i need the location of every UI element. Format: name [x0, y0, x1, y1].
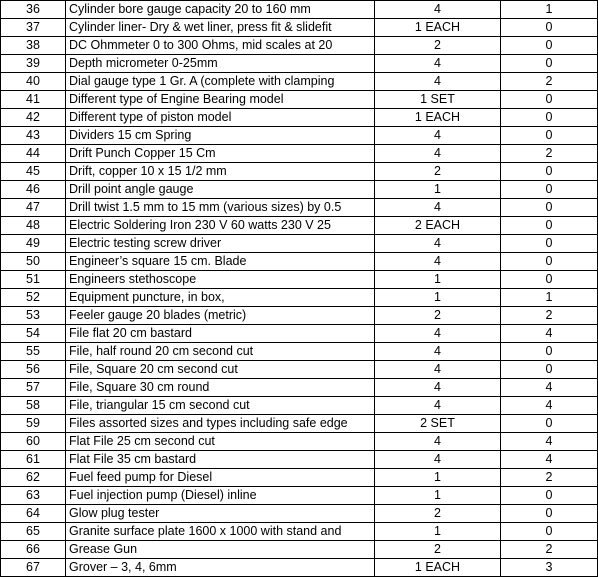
item-description-cell: Grover – 3, 4, 6mm [66, 559, 375, 577]
serial-number-cell: 58 [1, 397, 66, 415]
table-row [1, 325, 598, 343]
table-row [1, 505, 598, 523]
required-quantity-cell: 4 [375, 253, 501, 271]
item-description-cell: Depth micrometer 0-25mm [66, 55, 375, 73]
available-quantity-cell: 0 [501, 415, 598, 433]
available-quantity-cell: 0 [501, 19, 598, 37]
item-description-cell: Drill point angle gauge [66, 181, 375, 199]
table-row [1, 397, 598, 415]
table-row [1, 37, 598, 55]
serial-number-cell: 45 [1, 163, 66, 181]
required-quantity-cell: 4 [375, 379, 501, 397]
table-row [1, 379, 598, 397]
table-row [1, 235, 598, 253]
serial-number-cell: 48 [1, 217, 66, 235]
required-quantity-cell: 4 [375, 361, 501, 379]
available-quantity-cell: 0 [501, 163, 598, 181]
serial-number-cell: 43 [1, 127, 66, 145]
required-quantity-cell: 4 [375, 325, 501, 343]
available-quantity-cell: 2 [501, 541, 598, 559]
required-quantity-cell: 1 EACH [375, 559, 501, 577]
available-quantity-cell: 0 [501, 181, 598, 199]
item-description-cell: Equipment puncture, in box, [66, 289, 375, 307]
available-quantity-cell: 0 [501, 217, 598, 235]
item-description-cell: Glow plug tester [66, 505, 375, 523]
available-quantity-cell: 4 [501, 325, 598, 343]
table-row [1, 469, 598, 487]
serial-number-cell: 47 [1, 199, 66, 217]
table-row [1, 415, 598, 433]
required-quantity-cell: 1 [375, 487, 501, 505]
available-quantity-cell: 2 [501, 73, 598, 91]
table-row [1, 523, 598, 541]
item-description-cell: DC Ohmmeter 0 to 300 Ohms, mid scales at 20 [66, 37, 375, 55]
required-quantity-cell: 2 SET [375, 415, 501, 433]
available-quantity-cell: 0 [501, 91, 598, 109]
serial-number-cell: 59 [1, 415, 66, 433]
serial-number-cell: 64 [1, 505, 66, 523]
item-description-cell: Electric testing screw driver [66, 235, 375, 253]
serial-number-cell: 42 [1, 109, 66, 127]
item-description-cell: Cylinder liner- Dry & wet liner, press fit & slidefit [66, 19, 375, 37]
serial-number-cell: 54 [1, 325, 66, 343]
table-row [1, 271, 598, 289]
available-quantity-cell: 4 [501, 451, 598, 469]
available-quantity-cell: 0 [501, 235, 598, 253]
item-description-cell: Different type of piston model [66, 109, 375, 127]
serial-number-cell: 56 [1, 361, 66, 379]
table-row [1, 217, 598, 235]
required-quantity-cell: 4 [375, 127, 501, 145]
item-description-cell: Flat File 25 cm second cut [66, 433, 375, 451]
serial-number-cell: 44 [1, 145, 66, 163]
required-quantity-cell: 4 [375, 199, 501, 217]
item-description-cell: File, triangular 15 cm second cut [66, 397, 375, 415]
table-row [1, 199, 598, 217]
serial-number-cell: 50 [1, 253, 66, 271]
table-row [1, 361, 598, 379]
item-description-cell: Fuel injection pump (Diesel) inline [66, 487, 375, 505]
available-quantity-cell: 0 [501, 55, 598, 73]
required-quantity-cell: 1 [375, 523, 501, 541]
available-quantity-cell: 2 [501, 307, 598, 325]
available-quantity-cell: 1 [501, 1, 598, 19]
table-row [1, 109, 598, 127]
table-row [1, 451, 598, 469]
table-row [1, 289, 598, 307]
available-quantity-cell: 0 [501, 361, 598, 379]
table-row [1, 253, 598, 271]
required-quantity-cell: 4 [375, 397, 501, 415]
item-description-cell: Different type of Engine Bearing model [66, 91, 375, 109]
serial-number-cell: 65 [1, 523, 66, 541]
serial-number-cell: 49 [1, 235, 66, 253]
item-description-cell: Drift Punch Copper 15 Cm [66, 145, 375, 163]
required-quantity-cell: 2 [375, 505, 501, 523]
available-quantity-cell: 0 [501, 487, 598, 505]
required-quantity-cell: 4 [375, 433, 501, 451]
item-description-cell: Flat File 35 cm bastard [66, 451, 375, 469]
available-quantity-cell: 3 [501, 559, 598, 577]
available-quantity-cell: 4 [501, 433, 598, 451]
available-quantity-cell: 4 [501, 379, 598, 397]
serial-number-cell: 39 [1, 55, 66, 73]
table-row [1, 487, 598, 505]
table-row [1, 19, 598, 37]
required-quantity-cell: 2 [375, 307, 501, 325]
available-quantity-cell: 0 [501, 199, 598, 217]
available-quantity-cell: 2 [501, 145, 598, 163]
table-row [1, 559, 598, 577]
required-quantity-cell: 1 [375, 271, 501, 289]
serial-number-cell: 60 [1, 433, 66, 451]
available-quantity-cell: 0 [501, 127, 598, 145]
required-quantity-cell: 4 [375, 55, 501, 73]
table-row [1, 307, 598, 325]
item-description-cell: Cylinder bore gauge capacity 20 to 160 mm [66, 1, 375, 19]
item-description-cell: Drill twist 1.5 mm to 15 mm (various sizes) by 0.5 [66, 199, 375, 217]
item-description-cell: Dial gauge type 1 Gr. A (complete with clamping [66, 73, 375, 91]
table-row [1, 127, 598, 145]
item-description-cell: Engineers stethoscope [66, 271, 375, 289]
required-quantity-cell: 2 [375, 37, 501, 55]
available-quantity-cell: 0 [501, 37, 598, 55]
serial-number-cell: 51 [1, 271, 66, 289]
serial-number-cell: 67 [1, 559, 66, 577]
available-quantity-cell: 0 [501, 109, 598, 127]
required-quantity-cell: 4 [375, 451, 501, 469]
required-quantity-cell: 1 [375, 289, 501, 307]
serial-number-cell: 63 [1, 487, 66, 505]
available-quantity-cell: 1 [501, 289, 598, 307]
available-quantity-cell: 0 [501, 253, 598, 271]
required-quantity-cell: 4 [375, 145, 501, 163]
required-quantity-cell: 2 EACH [375, 217, 501, 235]
serial-number-cell: 53 [1, 307, 66, 325]
available-quantity-cell: 0 [501, 343, 598, 361]
required-quantity-cell: 1 EACH [375, 109, 501, 127]
table-row [1, 145, 598, 163]
item-description-cell: File, Square 20 cm second cut [66, 361, 375, 379]
required-quantity-cell: 1 SET [375, 91, 501, 109]
serial-number-cell: 61 [1, 451, 66, 469]
required-quantity-cell: 4 [375, 1, 501, 19]
serial-number-cell: 62 [1, 469, 66, 487]
serial-number-cell: 38 [1, 37, 66, 55]
required-quantity-cell: 4 [375, 235, 501, 253]
item-description-cell: Dividers 15 cm Spring [66, 127, 375, 145]
inventory-table-body [1, 1, 598, 577]
required-quantity-cell: 1 [375, 181, 501, 199]
item-description-cell: Feeler gauge 20 blades (metric) [66, 307, 375, 325]
item-description-cell: Fuel feed pump for Diesel [66, 469, 375, 487]
serial-number-cell: 41 [1, 91, 66, 109]
serial-number-cell: 46 [1, 181, 66, 199]
table-row [1, 55, 598, 73]
item-description-cell: File, half round 20 cm second cut [66, 343, 375, 361]
available-quantity-cell: 0 [501, 523, 598, 541]
table-row [1, 433, 598, 451]
serial-number-cell: 36 [1, 1, 66, 19]
required-quantity-cell: 1 EACH [375, 19, 501, 37]
available-quantity-cell: 4 [501, 397, 598, 415]
table-row [1, 91, 598, 109]
required-quantity-cell: 4 [375, 343, 501, 361]
available-quantity-cell: 0 [501, 505, 598, 523]
item-description-cell: Files assorted sizes and types including safe edge [66, 415, 375, 433]
table-row [1, 163, 598, 181]
required-quantity-cell: 1 [375, 469, 501, 487]
serial-number-cell: 40 [1, 73, 66, 91]
item-description-cell: Grease Gun [66, 541, 375, 559]
table-row [1, 343, 598, 361]
required-quantity-cell: 2 [375, 163, 501, 181]
table-row [1, 181, 598, 199]
available-quantity-cell: 2 [501, 469, 598, 487]
table-row [1, 73, 598, 91]
table-row [1, 541, 598, 559]
item-description-cell: File flat 20 cm bastard [66, 325, 375, 343]
serial-number-cell: 52 [1, 289, 66, 307]
required-quantity-cell: 4 [375, 73, 501, 91]
item-description-cell: Granite surface plate 1600 x 1000 with stand and [66, 523, 375, 541]
item-description-cell: File, Square 30 cm round [66, 379, 375, 397]
serial-number-cell: 57 [1, 379, 66, 397]
required-quantity-cell: 2 [375, 541, 501, 559]
serial-number-cell: 37 [1, 19, 66, 37]
serial-number-cell: 55 [1, 343, 66, 361]
available-quantity-cell: 0 [501, 271, 598, 289]
table-row [1, 1, 598, 19]
serial-number-cell: 66 [1, 541, 66, 559]
item-description-cell: Engineer’s square 15 cm. Blade [66, 253, 375, 271]
item-description-cell: Electric Soldering Iron 230 V 60 watts 230 V 25 [66, 217, 375, 235]
item-description-cell: Drift, copper 10 x 15 1/2 mm [66, 163, 375, 181]
